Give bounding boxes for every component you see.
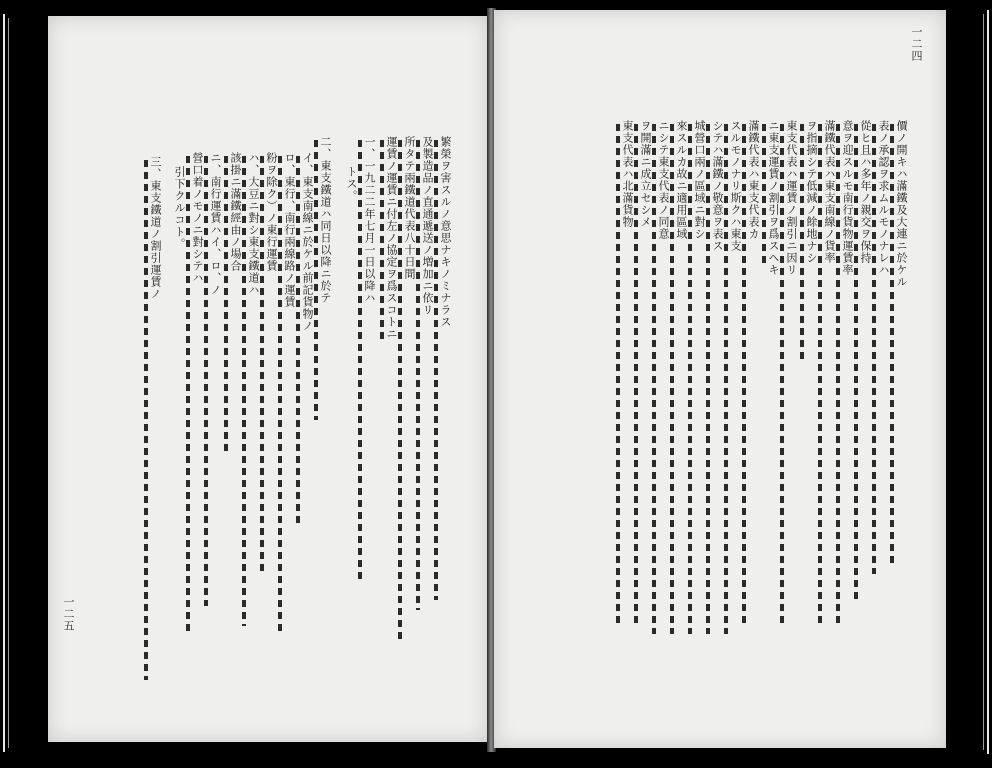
left-page-number: 一二五 [62,596,75,632]
text-column [300,152,314,526]
column-ink [358,140,362,580]
column-ink [242,156,246,626]
column-head-text: 粉ヲ除ク）ノ東行運賃 [265,152,278,272]
text-column [746,120,760,624]
page-stack-edge [3,14,5,752]
page-stack-edge [987,10,989,754]
text-column [656,120,670,634]
text-column [438,136,452,600]
column-head-text: ハ、大豆ニ對シ東支鐵道ハ [247,152,260,296]
text-column [822,120,836,624]
column-head-text: 一、一九二二年七月一日以降ハ [363,136,376,304]
right-page [494,10,946,748]
column-head-text: 該掛ニ滿鐵經由ノ場合 [229,152,242,272]
column-head-text: 滿鐵代表ハ東支南線ノ貨率 [823,120,836,264]
column-head-text: 從ヒ且ハ多年ノ親交ヲ保持 [859,120,872,264]
column-ink [780,124,784,624]
column-ink [186,156,190,636]
column-head-text: ロ、東行、南行兩線路ノ運賃 [283,152,296,308]
column-ink [616,124,620,624]
column-head-text: 意ヲ迎スルモ南行貨物運賃率 [841,120,854,276]
column-ink [688,124,692,634]
page-stack-edge [8,18,9,748]
column-ink [670,124,674,634]
column-head-text: 東支代表ハ運賃ノ割引ニ因リ [785,120,798,276]
column-head-text: 引下クルコト。 [173,166,186,250]
column-head-text: 營口着ノモノニ對シテハ [191,152,204,284]
column-head-text: 所タテ兩鐵道代表八十日間 [403,136,416,280]
text-column [804,120,818,364]
column-ink [634,124,638,624]
text-column [638,120,652,624]
column-head-text: 繁榮ヲ害スルノ意思ナキノミナラス [439,136,452,328]
text-column [784,120,798,624]
column-ink [204,156,208,606]
column-head-text: ヲ指摘シテ低減ノ餘地ナシ [805,120,818,264]
text-column [208,152,222,606]
column-ink [224,156,228,456]
left-page [48,16,488,742]
text-column [420,136,434,610]
text-column [264,152,278,576]
page-stack-edge [983,14,984,750]
text-column [246,152,260,626]
right-page-number: 一二四 [910,26,923,62]
text-column [228,152,242,456]
column-head-text: 二、東支鐵道ハ同日以降ニ於テ [319,136,332,304]
column-head-text: ヲ開滿ニ成立セシメ [639,120,652,228]
column-head-text: 表ノ承認ヲ求ムルモノナレハ [877,120,890,276]
column-ink [434,140,438,600]
column-head-text: 運賃ノ運賃ニ付左ノ協定ヲ爲スコトニ [385,136,398,340]
text-column [318,136,332,420]
column-ink [398,140,402,640]
column-ink [260,156,264,576]
column-ink [890,124,894,564]
text-column [858,120,872,604]
column-head-text: トス。 [345,166,358,202]
column-head-text: 東支代表ハ北滿貨物 [621,120,634,228]
column-head-text: イ、東支南線ニ於ケル前記貨物ノ [301,152,314,332]
text-column [674,120,688,634]
column-ink [854,124,858,604]
column-head-text: スルモノナリ斯クハ東支 [729,120,742,252]
text-column [362,136,376,580]
column-ink [762,124,766,264]
text-column [190,152,204,636]
column-head-text: 城營口兩ノ區域ニ對シ [693,120,706,240]
text-column [728,120,742,634]
text-column [282,152,296,636]
text-column [172,166,186,250]
text-column [344,166,358,202]
column-ink [144,160,148,680]
text-column [148,156,162,680]
column-head-text: ニシテ東支代表ノ同意 [657,120,670,240]
column-ink [818,124,822,624]
column-ink [314,140,318,420]
text-column [710,120,724,634]
column-head-text: ニ、南行運賃ハイ、ロ、ノ [209,152,222,296]
column-ink [706,124,710,634]
column-head-text: 三、東支鐵道ノ割引運賃ノ [149,156,162,300]
column-head-text: 來スルカ故ニ適用區域 [675,120,688,240]
column-head-text: ニ東支運賃ノ割引ヲ爲スヘキ [767,120,780,276]
column-ink [836,124,840,624]
column-ink [416,140,420,610]
text-column [894,120,908,564]
text-column [766,120,780,276]
column-head-text: 價ノ開キハ滿鐵及大連ニ於ケル [895,120,908,288]
column-ink [278,156,282,636]
column-head-text: 滿鐵代表ハ東支代表カ [747,120,760,240]
text-column [692,120,706,634]
column-ink [724,124,728,634]
text-column [620,120,634,624]
text-column [876,120,890,574]
column-ink [742,124,746,624]
text-column [840,120,854,624]
column-head-text: 及製造品ノ直通遞送ノ増加ニ依リ [421,136,434,316]
column-ink [800,124,804,364]
column-head-text: シテハ滿鐵ノ敬意ヲ表ス [711,120,724,252]
column-ink [872,124,876,574]
column-ink [652,124,656,634]
text-column [402,136,416,640]
column-ink [296,156,300,526]
text-column [384,136,398,340]
column-ink [380,140,384,340]
